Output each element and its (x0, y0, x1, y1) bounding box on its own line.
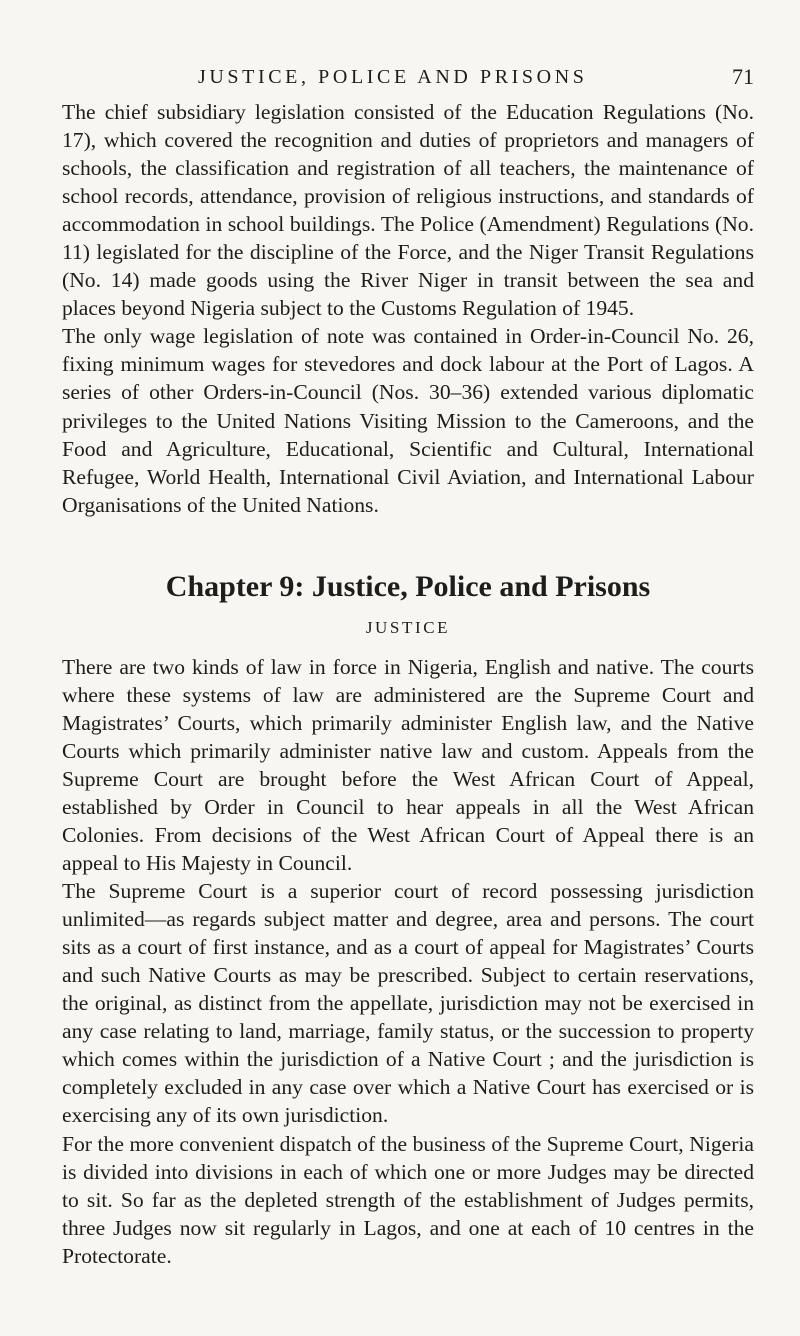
paragraph-wage-legislation: The only wage legislation of note was contained in Order-in-Council No. 26, fixing minimum wages for stevedores and dock labour at the Port of Lagos. A series of other Orders-in-Council (Nos. 30–36) extended various diplomatic privileges to the United Nations Visiting Mission to the Cameroons, and the Food and Agriculture, Educational, Scientific and Cultural, International Refugee, World Health, International Civil Aviation, and International Labour Organisations of the United Nations. (62, 324, 754, 517)
paragraph-education-regulations: The chief subsidiary legislation consisted of the Education Regulations (No. 17), which covered the recognition and duties of proprietors and managers of schools, the classification and registration of all teachers, the maintenance of school records, attendance, provision of religious instructions, and standards of accommodation in school buildings. The Police (Amendment) Regulations (No. 11) legislated for the discipline of the Force, and the Niger Transit Regulations (No. 14) made goods using the River Niger in transit between the sea and places beyond Nigeria subject to the Customs Regulation of 1945. (62, 100, 754, 321)
running-header (62, 60, 754, 94)
paragraph-kinds-of-law: There are two kinds of law in force in Nigeria, English and native. The courts where these systems of law are administered are the Supreme Court and Magistrates’ Courts, which primarily administer English law, and the Native Courts which primarily administer native law and custom. Appeals from the Supreme Court are brought before the West African Court of Appeal, established by Order in Council to hear appeals in all the West African Colonies. From decisions of the West African Court of Appeal there is an appeal to His Majesty in Council. (62, 654, 754, 876)
body-text (62, 98, 754, 1270)
chapter-title: Chapter 9: Justice, Police and Prisons (165, 569, 651, 603)
section-heading: JUSTICE (365, 617, 451, 637)
paragraph-divisions: For the more convenient dispatch of the business of the Supreme Court, Nigeria is divided into divisions in each of which one or more Judges may be directed to sit. So far as the depleted strength of the establishment of Judges permits, three Judges now sit regularly in Lagos, and one at each of 10 centres in the Protectorate. (62, 1131, 754, 1268)
page-number: 71 (732, 64, 754, 89)
paragraph-supreme-court: The Supreme Court is a superior court of record possessing jurisdiction unlimited—as regards subject matter and degree, area and persons. The court sits as a court of first instance, and as a court of appeal for Magistrates’ Courts and such Native Courts as may be prescribed. Subject to certain reservations, the original, as distinct from the appellate, jurisdiction may not be exercised in any case relating to land, marriage, family status, or the succession to property which comes within the jurisdiction of a Native Court ; and the jurisdiction is completely excluded in any case over which a Native Court has exercised or is exercising any of its own jurisdiction. (62, 879, 754, 1128)
running-title: JUSTICE, POLICE AND PRISONS (198, 66, 588, 88)
